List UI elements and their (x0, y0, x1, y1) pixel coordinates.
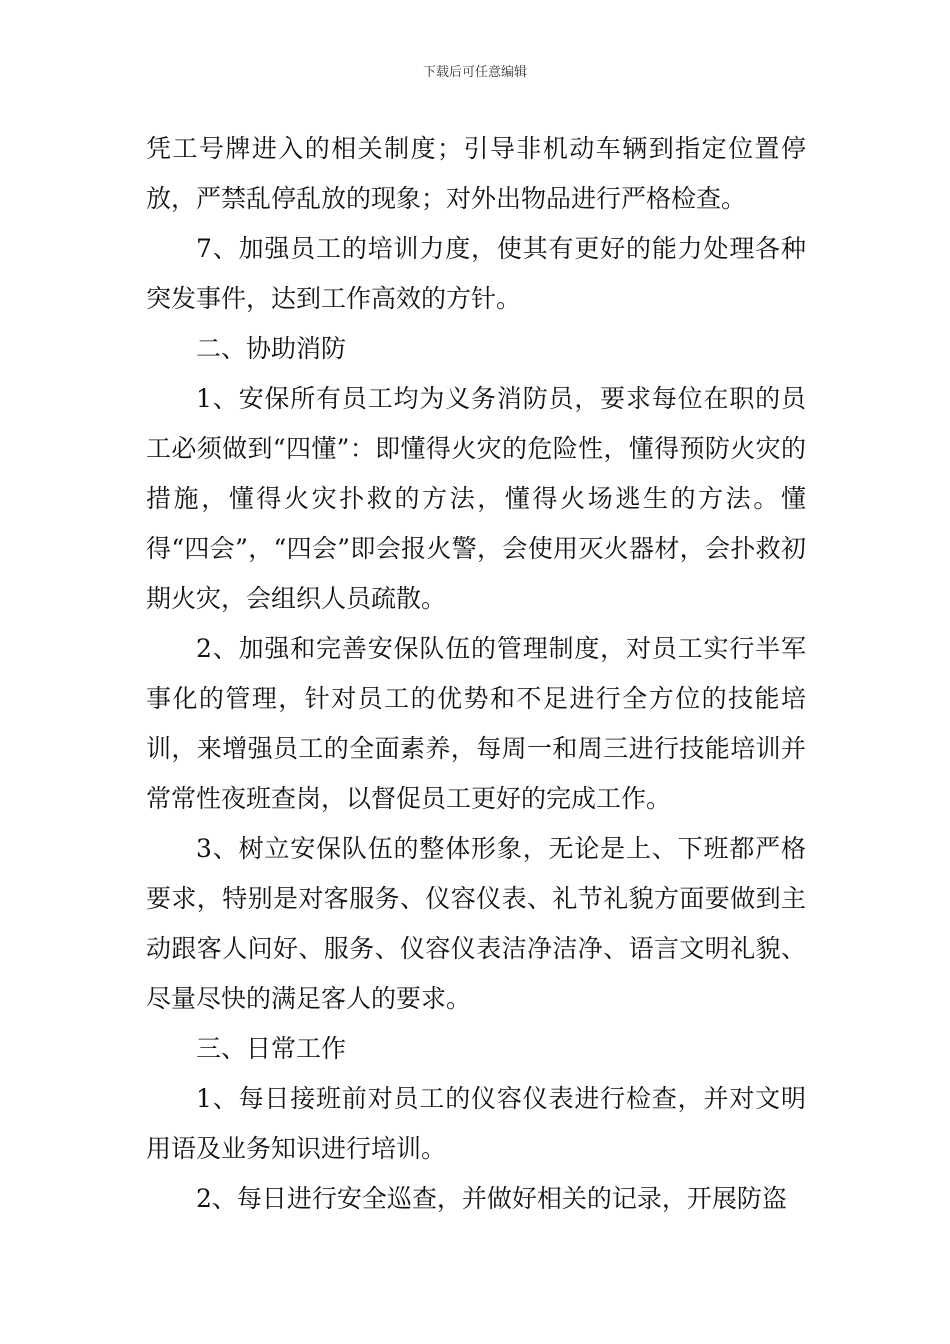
section-heading-fire-assist: 二、协助消防 (196, 334, 347, 363)
paragraph-9: 2、每日进行安全巡查，并做好相关的记录，开展防盗 (196, 1184, 787, 1213)
paragraph-4: 1、安保所有员工均为义务消防员，要求每位在职的员工必须做到“四懂”：即懂得火灾的危险性，懂得预防火灾的措施，懂得火灾扑救的方法，懂得火场逃生的方法。懂得“四会”，“四会”即会报火警，会使用灭火器材，会扑救初期火灾，会组织人员疏散。 (146, 384, 806, 613)
paragraph-2: 7、加强员工的培训力度，使其有更好的能力处理各种突发事件，达到工作高效的方针。 (146, 234, 806, 313)
section-heading-daily-work: 三、日常工作 (196, 1034, 347, 1063)
paragraph-6: 3、树立安保队伍的整体形象，无论是上、下班都严格要求，特别是对客服务、仪容仪表、礼节礼貌方面要做到主动跟客人问好、服务、仪容仪表洁净洁净、语言文明礼貌、尽量尽快的满足客人的要求。 (146, 834, 806, 1013)
paragraph-8: 1、每日接班前对员工的仪容仪表进行检查，并对文明用语及业务知识进行培训。 (146, 1084, 806, 1163)
page-header: 下载后可任意编辑 (422, 65, 527, 80)
paragraph-5: 2、加强和完善安保队伍的管理制度，对员工实行半军事化的管理，针对员工的优势和不足进行全方位的技能培训，来增强员工的全面素养，每周一和周三进行技能培训并常常性夜班查岗，以督促员工更好的完成工作。 (146, 634, 806, 813)
document-body (146, 124, 806, 1224)
paragraph-1: 凭工号牌进入的相关制度；引导非机动车辆到指定位置停放，严禁乱停乱放的现象；对外出物品进行严格检查。 (146, 134, 806, 213)
